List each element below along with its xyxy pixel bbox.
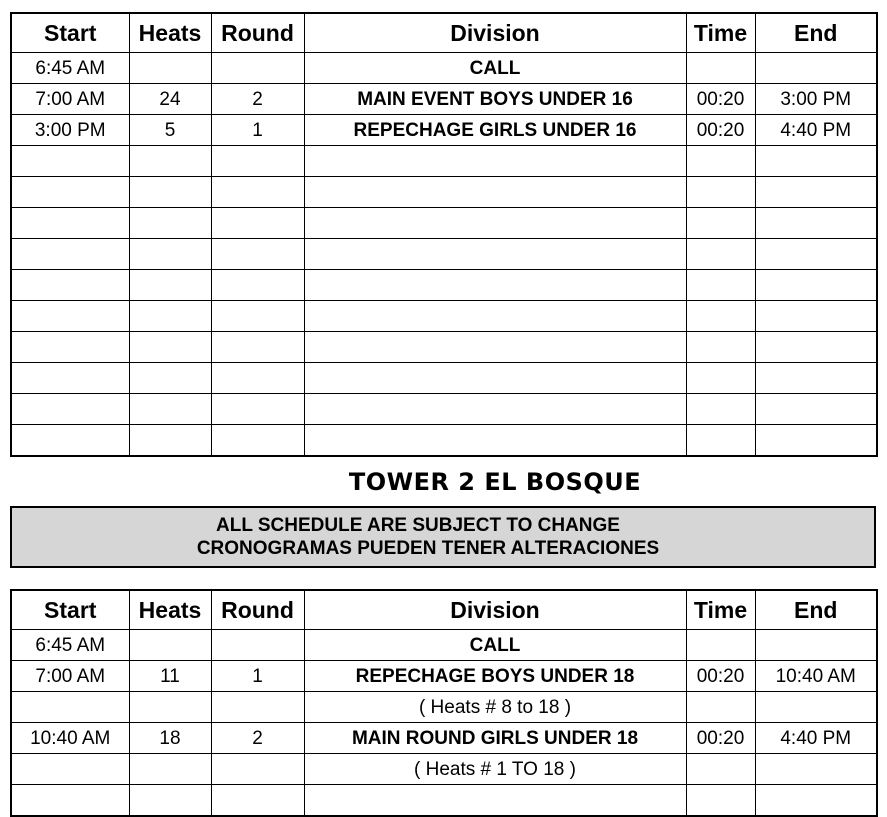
header-round: Round <box>211 590 304 630</box>
cell-end <box>755 146 877 177</box>
cell-heats <box>129 270 211 301</box>
cell-division: MAIN ROUND GIRLS UNDER 18 <box>304 723 686 754</box>
cell-start <box>11 425 129 457</box>
cell-time <box>686 53 755 84</box>
cell-end: 4:40 PM <box>755 115 877 146</box>
table-row <box>11 146 877 177</box>
table-row <box>11 332 877 363</box>
cell-heats <box>129 754 211 785</box>
cell-start <box>11 332 129 363</box>
cell-end: 4:40 PM <box>755 723 877 754</box>
cell-end: 10:40 AM <box>755 661 877 692</box>
cell-division <box>304 146 686 177</box>
cell-start <box>11 270 129 301</box>
cell-round <box>211 301 304 332</box>
cell-division <box>304 332 686 363</box>
cell-round <box>211 394 304 425</box>
cell-round <box>211 270 304 301</box>
cell-heats <box>129 53 211 84</box>
cell-heats <box>129 239 211 270</box>
cell-round <box>211 146 304 177</box>
cell-heats: 11 <box>129 661 211 692</box>
cell-heats <box>129 363 211 394</box>
cell-heats <box>129 177 211 208</box>
cell-time: 00:20 <box>686 115 755 146</box>
tower-title: TOWER 2 EL BOSQUE <box>348 468 642 496</box>
table-header-row <box>11 590 877 630</box>
cell-division: CALL <box>304 630 686 661</box>
header-end: End <box>755 13 877 53</box>
cell-division <box>304 785 686 817</box>
header-heats: Heats <box>129 590 211 630</box>
table-row <box>11 363 877 394</box>
cell-heats <box>129 785 211 817</box>
cell-time <box>686 301 755 332</box>
cell-division <box>304 363 686 394</box>
cell-time <box>686 146 755 177</box>
cell-time: 00:20 <box>686 723 755 754</box>
schedule-table-tower-2 <box>10 589 878 817</box>
cell-division <box>304 208 686 239</box>
schedule-table-tower-1 <box>10 12 878 457</box>
notice-line-english: ALL SCHEDULE ARE SUBJECT TO CHANGE <box>216 515 620 536</box>
cell-heats <box>129 630 211 661</box>
table-row <box>11 630 877 661</box>
cell-end <box>755 177 877 208</box>
table-row <box>11 177 877 208</box>
cell-start <box>11 692 129 723</box>
cell-end <box>755 208 877 239</box>
cell-round <box>211 177 304 208</box>
cell-end <box>755 785 877 817</box>
cell-division <box>304 394 686 425</box>
cell-start <box>11 208 129 239</box>
table-row <box>11 425 877 457</box>
cell-end <box>755 754 877 785</box>
cell-round: 1 <box>211 115 304 146</box>
cell-heats <box>129 394 211 425</box>
cell-time <box>686 630 755 661</box>
cell-division: CALL <box>304 53 686 84</box>
cell-round <box>211 785 304 817</box>
cell-time <box>686 177 755 208</box>
cell-heats <box>129 208 211 239</box>
table-row <box>11 208 877 239</box>
cell-heats: 18 <box>129 723 211 754</box>
cell-end <box>755 630 877 661</box>
cell-time: 00:20 <box>686 84 755 115</box>
cell-end <box>755 53 877 84</box>
table-row <box>11 239 877 270</box>
header-time: Time <box>686 590 755 630</box>
cell-end <box>755 270 877 301</box>
cell-round <box>211 425 304 457</box>
header-start: Start <box>11 590 129 630</box>
table-row <box>11 692 877 723</box>
cell-division <box>304 425 686 457</box>
header-division: Division <box>304 13 686 53</box>
cell-round <box>211 630 304 661</box>
cell-time <box>686 425 755 457</box>
cell-round: 2 <box>211 84 304 115</box>
header-end: End <box>755 590 877 630</box>
cell-start: 3:00 PM <box>11 115 129 146</box>
cell-time: 00:20 <box>686 661 755 692</box>
header-start: Start <box>11 13 129 53</box>
cell-round <box>211 239 304 270</box>
cell-heats <box>129 146 211 177</box>
cell-time <box>686 785 755 817</box>
table-row <box>11 53 877 84</box>
cell-heats: 5 <box>129 115 211 146</box>
cell-start <box>11 146 129 177</box>
cell-end <box>755 394 877 425</box>
cell-division <box>304 177 686 208</box>
cell-time <box>686 239 755 270</box>
cell-division: ( Heats # 8 to 18 ) <box>304 692 686 723</box>
cell-end <box>755 363 877 394</box>
table-row <box>11 754 877 785</box>
cell-division <box>304 301 686 332</box>
cell-round <box>211 53 304 84</box>
header-time: Time <box>686 13 755 53</box>
table-row <box>11 115 877 146</box>
cell-start: 7:00 AM <box>11 84 129 115</box>
cell-division <box>304 270 686 301</box>
table-row <box>11 723 877 754</box>
cell-round <box>211 754 304 785</box>
cell-heats <box>129 301 211 332</box>
table-row <box>11 394 877 425</box>
cell-end <box>755 425 877 457</box>
cell-start: 10:40 AM <box>11 723 129 754</box>
table-row <box>11 301 877 332</box>
cell-start: 7:00 AM <box>11 661 129 692</box>
cell-time <box>686 363 755 394</box>
cell-round <box>211 208 304 239</box>
cell-start <box>11 394 129 425</box>
cell-start: 6:45 AM <box>11 53 129 84</box>
cell-division: REPECHAGE BOYS UNDER 18 <box>304 661 686 692</box>
cell-end <box>755 239 877 270</box>
header-division: Division <box>304 590 686 630</box>
cell-end <box>755 692 877 723</box>
cell-round <box>211 363 304 394</box>
cell-start <box>11 177 129 208</box>
cell-end <box>755 301 877 332</box>
cell-start <box>11 754 129 785</box>
table-row <box>11 661 877 692</box>
cell-round <box>211 332 304 363</box>
table-header-row <box>11 13 877 53</box>
cell-division: REPECHAGE GIRLS UNDER 16 <box>304 115 686 146</box>
schedule-change-notice <box>10 506 876 568</box>
cell-start: 6:45 AM <box>11 630 129 661</box>
cell-start <box>11 785 129 817</box>
cell-start <box>11 301 129 332</box>
cell-round <box>211 692 304 723</box>
cell-time <box>686 332 755 363</box>
header-round: Round <box>211 13 304 53</box>
cell-division <box>304 239 686 270</box>
cell-round: 1 <box>211 661 304 692</box>
cell-division: ( Heats # 1 TO 18 ) <box>304 754 686 785</box>
cell-division: MAIN EVENT BOYS UNDER 16 <box>304 84 686 115</box>
cell-heats: 24 <box>129 84 211 115</box>
cell-start <box>11 239 129 270</box>
cell-time <box>686 692 755 723</box>
cell-time <box>686 754 755 785</box>
cell-round: 2 <box>211 723 304 754</box>
cell-time <box>686 270 755 301</box>
cell-start <box>11 363 129 394</box>
table-row <box>11 270 877 301</box>
cell-time <box>686 394 755 425</box>
table-row <box>11 84 877 115</box>
cell-time <box>686 208 755 239</box>
cell-heats <box>129 332 211 363</box>
cell-heats <box>129 692 211 723</box>
cell-end: 3:00 PM <box>755 84 877 115</box>
cell-end <box>755 332 877 363</box>
cell-heats <box>129 425 211 457</box>
notice-line-spanish: CRONOGRAMAS PUEDEN TENER ALTERACIONES <box>196 538 660 559</box>
table-row <box>11 785 877 817</box>
header-heats: Heats <box>129 13 211 53</box>
